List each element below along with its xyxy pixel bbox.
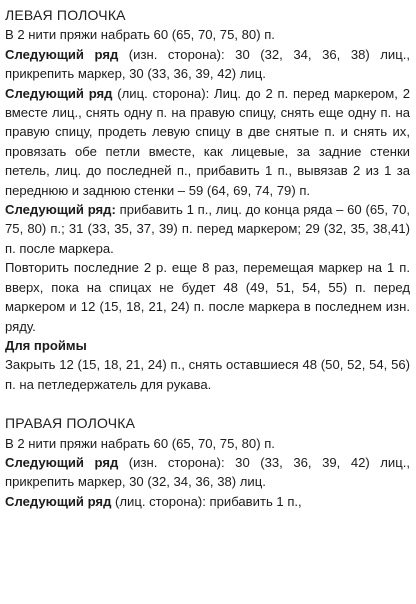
right-front-section: [5, 414, 410, 511]
left-row-1: [5, 45, 410, 84]
right-row-1: [5, 453, 410, 492]
armhole-instruction: Закрыть 12 (15, 18, 21, 24) п., снять оставшиеся 48 (50, 52, 54, 56) п. на петледержатель для рукава.: [5, 357, 410, 392]
row-label: Следующий ряд: [5, 85, 113, 101]
left-repeat-instruction: Повторить последние 2 р. еще 8 раз, перемещая маркер на 1 п. вверх, пока на спицах не будет 48 (49, 51, 54, 55) п. перед маркером и 12 (15, 18, 21, 24) п. после маркера в последнем изн. ряду.: [5, 260, 410, 334]
left-front-title: ЛЕВАЯ ПОЛОЧКА: [5, 7, 126, 23]
row-label: Следующий ряд:: [5, 202, 116, 218]
right-row-2: [5, 492, 410, 511]
row-label: Следующий ряд: [5, 454, 119, 470]
row-text: (лиц. сторона): Лиц. до 2 п. перед маркером, 2 вместе лиц., снять одну п. на правую спицу, снять еще одну п. на правую спицу, продеть левую спицу в две снятые п. и снять их, провязать обе петли вместе, как лицевые, за задние стенки петель, лиц. до последней п., прибавить 1 п., вывязав 2 из 1 за переднюю и заднюю стенки – 59 (64, 69, 74, 79) п.: [5, 85, 410, 198]
row-text: (лиц. сторона): прибавить 1 п.,: [111, 493, 302, 509]
right-front-title: ПРАВАЯ ПОЛОЧКА: [5, 415, 136, 432]
row-text: прибавить 1 п., лиц. до конца ряда – 60 (65, 70, 75, 80) п.; 31 (33, 35, 37, 39) п. перед маркером; 29 (32, 35, 38,41) п. после маркера.: [5, 202, 410, 256]
left-front-section: [5, 6, 410, 394]
left-row-2: [5, 84, 410, 200]
left-cast-on: В 2 нити пряжи набрать 60 (65, 70, 75, 80) п.: [5, 27, 275, 43]
right-cast-on: В 2 нити пряжи набрать 60 (65, 70, 75, 80) п.: [5, 435, 275, 451]
armhole-heading: Для проймы: [5, 337, 87, 353]
section-spacer: [5, 394, 410, 414]
row-label: Следующий ряд: [5, 46, 119, 62]
row-text: (изн. сторона): 30 (33, 36, 39, 42) лиц., прикрепить маркер, 30 (32, 34, 36, 38) лиц.: [5, 454, 410, 490]
left-row-3: [5, 200, 410, 258]
row-label: Следующий ряд: [5, 493, 112, 509]
row-text: (изн. сторона): 30 (32, 34, 36, 38) лиц., прикрепить маркер, 30 (33, 36, 39, 42) лиц.: [5, 46, 410, 82]
